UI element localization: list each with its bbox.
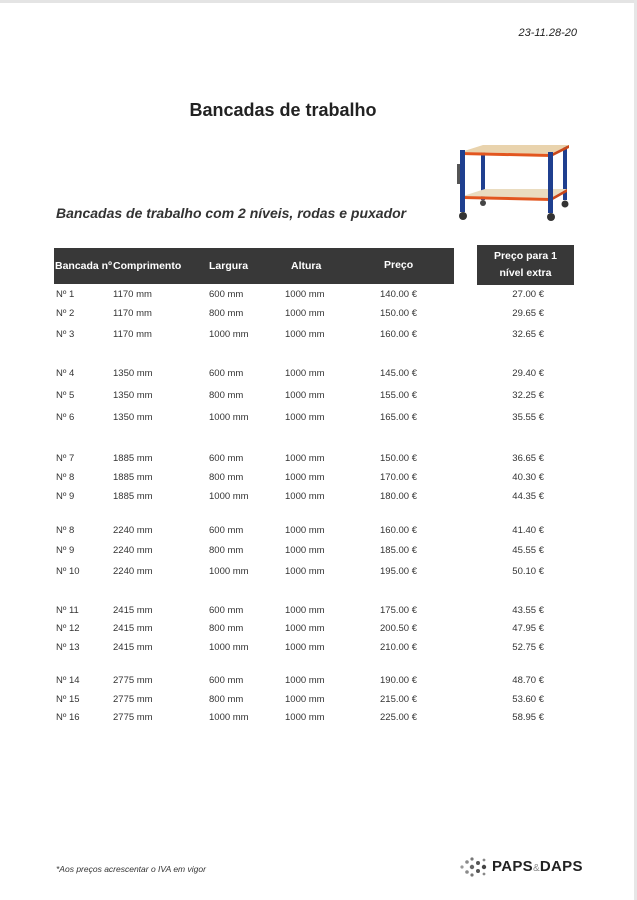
- cell-altura: 1000 mm: [285, 491, 325, 502]
- cell-altura: 1000 mm: [285, 390, 325, 401]
- cell-comprimento: 2240 mm: [113, 566, 153, 577]
- cell-largura: 600 mm: [209, 368, 244, 379]
- cell-extra: 32.25 €: [512, 390, 544, 401]
- cell-altura: 1000 mm: [285, 566, 325, 577]
- cell-num: Nº 10: [56, 566, 80, 577]
- cell-extra: 47.95 €: [512, 623, 544, 634]
- vat-footnote: *Aos preços acrescentar o IVA em vigor: [56, 864, 206, 874]
- cell-comprimento: 2415 mm: [113, 623, 153, 634]
- logo-dots-icon: [458, 855, 490, 879]
- cell-num: Nº 16: [56, 712, 80, 723]
- page-title: [0, 100, 566, 121]
- cell-altura: 1000 mm: [285, 472, 325, 483]
- cell-comprimento: 1170 mm: [113, 329, 152, 340]
- cell-num: Nº 4: [56, 368, 75, 379]
- page-title-text: Bancadas de trabalho: [189, 100, 377, 120]
- table-row: [0, 623, 637, 637]
- cell-altura: 1000 mm: [285, 694, 325, 705]
- table-row: [0, 566, 637, 580]
- cell-preco: 175.00 €: [380, 605, 417, 616]
- cell-num: Nº 8: [56, 472, 75, 483]
- cell-comprimento: 2415 mm: [113, 605, 153, 616]
- cell-largura: 600 mm: [209, 675, 244, 686]
- workbench-image: [455, 142, 575, 224]
- cell-preco: 210.00 €: [380, 642, 417, 653]
- cell-extra: 44.35 €: [512, 491, 544, 502]
- cell-num: Nº 5: [56, 390, 75, 401]
- cell-preco: 200.50 €: [380, 623, 417, 634]
- cell-preco: 190.00 €: [380, 675, 417, 686]
- table-row: [0, 491, 637, 505]
- cell-comprimento: 2240 mm: [113, 545, 153, 556]
- cell-preco: 155.00 €: [380, 390, 417, 401]
- table-row: [0, 453, 637, 467]
- cell-largura: 800 mm: [209, 472, 244, 483]
- cell-preco: 195.00 €: [380, 566, 417, 577]
- cell-altura: 1000 mm: [285, 368, 325, 379]
- cell-preco: 160.00 €: [380, 525, 417, 536]
- cell-extra: 52.75 €: [512, 642, 544, 653]
- cell-num: Nº 9: [56, 545, 75, 556]
- cell-extra: 58.95 €: [512, 712, 544, 723]
- cell-preco: 180.00 €: [380, 491, 417, 502]
- cell-largura: 1000 mm: [209, 712, 249, 723]
- cell-largura: 600 mm: [209, 289, 244, 300]
- cell-comprimento: 2775 mm: [113, 675, 153, 686]
- cell-largura: 800 mm: [209, 390, 244, 401]
- cell-extra: 41.40 €: [512, 525, 544, 536]
- table-row: [0, 605, 637, 619]
- table-row: [0, 712, 637, 726]
- logo-part2: DAPS: [539, 858, 583, 875]
- header-extra-line1: Preço para 1: [493, 250, 558, 262]
- cell-num: Nº 13: [56, 642, 80, 653]
- cell-num: Nº 14: [56, 675, 80, 686]
- cell-extra: 27.00 €: [512, 289, 544, 300]
- cell-altura: 1000 mm: [285, 308, 325, 319]
- cell-num: Nº 11: [56, 605, 79, 616]
- cell-preco: 160.00 €: [380, 329, 417, 340]
- cell-altura: 1000 mm: [285, 605, 325, 616]
- header-preco: Preço: [384, 259, 414, 271]
- table-row: [0, 329, 637, 343]
- cell-extra: 45.55 €: [512, 545, 544, 556]
- cell-comprimento: 1350 mm: [113, 368, 153, 379]
- cell-comprimento: 2775 mm: [113, 694, 153, 705]
- header-extra: [477, 248, 574, 282]
- cell-extra: 35.55 €: [512, 412, 544, 423]
- table-row: [0, 472, 637, 486]
- cell-extra: 29.65 €: [512, 308, 544, 319]
- cell-num: Nº 12: [56, 623, 80, 634]
- cell-comprimento: 2415 mm: [113, 642, 153, 653]
- logo-ampersand: &: [532, 863, 540, 874]
- cell-largura: 1000 mm: [209, 491, 249, 502]
- cell-largura: 800 mm: [209, 545, 244, 556]
- cell-comprimento: 1170 mm: [113, 308, 152, 319]
- cell-altura: 1000 mm: [285, 623, 325, 634]
- cell-preco: 140.00 €: [380, 289, 417, 300]
- table-row: [0, 289, 637, 303]
- header-extra-line2: nível extra: [499, 267, 552, 279]
- cell-extra: 43.55 €: [512, 605, 544, 616]
- cell-num: Nº 9: [56, 491, 75, 502]
- logo-part1: PAPS: [492, 858, 533, 875]
- cell-largura: 600 mm: [209, 605, 244, 616]
- cell-extra: 53.60 €: [512, 694, 544, 705]
- cell-num: Nº 1: [56, 289, 75, 300]
- table-header: [54, 247, 574, 285]
- cell-comprimento: 1885 mm: [113, 491, 153, 502]
- cell-largura: 1000 mm: [209, 642, 249, 653]
- cell-largura: 800 mm: [209, 623, 244, 634]
- cell-largura: 600 mm: [209, 525, 244, 536]
- cell-comprimento: 1350 mm: [113, 412, 153, 423]
- cell-num: Nº 2: [56, 308, 75, 319]
- table-row: [0, 525, 637, 539]
- cell-largura: 800 mm: [209, 694, 244, 705]
- cell-altura: 1000 mm: [285, 642, 325, 653]
- table-row: [0, 412, 637, 426]
- cell-preco: 145.00 €: [380, 368, 417, 379]
- cell-num: Nº 3: [56, 329, 75, 340]
- cell-comprimento: 1170 mm: [113, 289, 152, 300]
- cell-preco: 165.00 €: [380, 412, 417, 423]
- cell-comprimento: 1885 mm: [113, 472, 153, 483]
- table-row: [0, 694, 637, 708]
- cell-extra: 40.30 €: [512, 472, 544, 483]
- cell-altura: 1000 mm: [285, 675, 325, 686]
- table-row: [0, 642, 637, 656]
- cell-comprimento: 1885 mm: [113, 453, 153, 464]
- page-edge: [0, 0, 637, 3]
- cell-num: Nº 8: [56, 525, 75, 536]
- cell-largura: 800 mm: [209, 308, 244, 319]
- header-comprimento: Comprimento: [113, 260, 182, 272]
- cell-extra: 48.70 €: [512, 675, 544, 686]
- cell-num: Nº 6: [56, 412, 75, 423]
- cell-altura: 1000 mm: [285, 453, 325, 464]
- table-row: [0, 368, 637, 382]
- cell-preco: 215.00 €: [380, 694, 417, 705]
- cell-preco: 150.00 €: [380, 308, 417, 319]
- cell-num: Nº 15: [56, 694, 80, 705]
- cell-preco: 225.00 €: [380, 712, 417, 723]
- cell-extra: 36.65 €: [512, 453, 544, 464]
- cell-largura: 600 mm: [209, 453, 244, 464]
- cell-comprimento: 2775 mm: [113, 712, 153, 723]
- header-altura: Altura: [291, 260, 322, 272]
- cell-comprimento: 2240 mm: [113, 525, 153, 536]
- document-code: 23-11.28-20: [518, 27, 577, 39]
- cell-extra: 29.40 €: [512, 368, 544, 379]
- cell-comprimento: 1350 mm: [113, 390, 153, 401]
- table-row: [0, 390, 637, 404]
- table-row: [0, 675, 637, 689]
- cell-extra: 50.10 €: [512, 566, 544, 577]
- header-num: Bancada nº: [55, 260, 112, 272]
- cell-altura: 1000 mm: [285, 525, 325, 536]
- section-subtitle: Bancadas de trabalho com 2 níveis, rodas e puxador: [56, 205, 407, 221]
- cell-altura: 1000 mm: [285, 289, 325, 300]
- cell-preco: 170.00 €: [380, 472, 417, 483]
- cell-extra: 32.65 €: [512, 329, 544, 340]
- cell-preco: 185.00 €: [380, 545, 417, 556]
- cell-altura: 1000 mm: [285, 329, 325, 340]
- header-largura: Largura: [209, 260, 249, 272]
- cell-largura: 1000 mm: [209, 329, 249, 340]
- cell-altura: 1000 mm: [285, 545, 325, 556]
- cell-largura: 1000 mm: [209, 412, 249, 423]
- table-row: [0, 545, 637, 559]
- company-logo: [458, 855, 583, 879]
- cell-altura: 1000 mm: [285, 412, 325, 423]
- cell-largura: 1000 mm: [209, 566, 249, 577]
- cell-num: Nº 7: [56, 453, 75, 464]
- cell-preco: 150.00 €: [380, 453, 417, 464]
- cell-altura: 1000 mm: [285, 712, 325, 723]
- logo-wordmark: [492, 858, 583, 875]
- table-row: [0, 308, 637, 322]
